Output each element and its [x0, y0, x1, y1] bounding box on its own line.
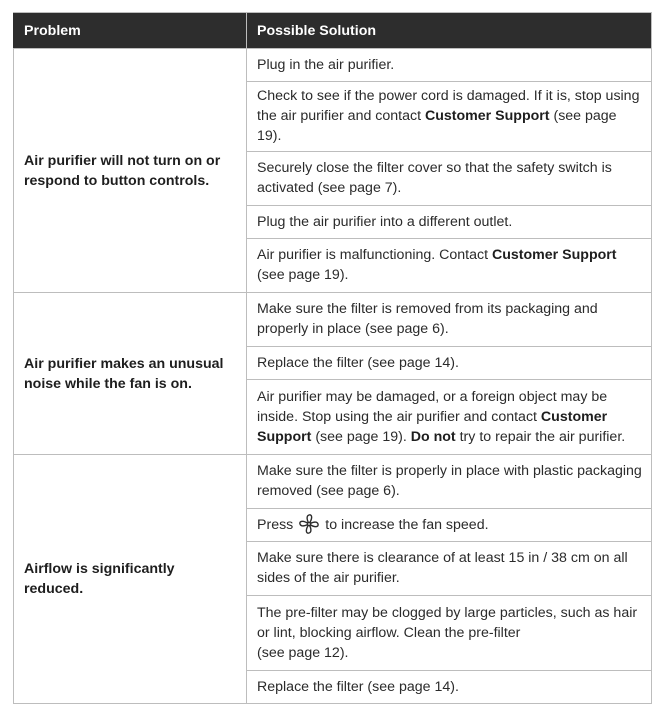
solution-text: try to repair the air purifier.	[455, 428, 626, 445]
solution-cell	[247, 293, 652, 347]
solution-text: Air purifier may be damaged, or a foreign object may be inside. Stop using the air purifier and contact	[257, 388, 608, 425]
solution-text: (see page 12).	[257, 644, 349, 661]
solution-cell	[247, 347, 652, 380]
table-row	[14, 49, 652, 82]
solution-text: Plug the air purifier into a different outlet.	[257, 213, 513, 230]
emphasis-text: Do not	[410, 428, 456, 445]
solution-text: Make sure there is clearance of at least 15 in / 38 cm on all sides of the air purifier.	[257, 550, 628, 586]
solution-text: Plug in the air purifier.	[257, 56, 395, 73]
problem-cell: Air purifier makes an unusual noise while the fan is on.	[14, 293, 247, 455]
solution-text: Replace the filter (see page 14).	[257, 678, 459, 695]
solution-cell	[247, 509, 652, 542]
solution-cell	[247, 542, 652, 596]
table-row	[14, 455, 652, 509]
solution-text: (see page 19).	[257, 267, 349, 283]
solution-text: Make sure the filter is properly in place with plastic packaging removed (see page 6).	[257, 463, 642, 499]
solution-text: The pre-filter may be clogged by large particles, such as hair or lint, blocking airflow. Clean the pre-filter	[257, 604, 638, 641]
solution-cell	[247, 671, 652, 704]
table-header-row	[14, 13, 652, 49]
troubleshooting-table	[13, 12, 652, 704]
emphasis-text: Customer Support	[491, 247, 617, 263]
solution-cell	[247, 455, 652, 509]
solution-text: Securely close the filter cover so that the safety switch is activated (see page 7).	[257, 160, 612, 196]
table-body	[14, 49, 652, 704]
solution-text: Air purifier is malfunctioning. Contact	[257, 247, 492, 263]
troubleshooting-table-container	[13, 12, 651, 704]
emphasis-text: Customer Support	[424, 108, 550, 124]
solution-cell	[247, 82, 652, 152]
header-possible-solution: Possible Solution	[247, 13, 652, 49]
solution-text: Check to see if the power cord is damaged. If it is, stop using the air purifier and contact	[257, 88, 640, 124]
solution-cell	[247, 49, 652, 82]
solution-text: Replace the filter (see page 14).	[257, 354, 459, 371]
problem-cell: Airflow is significantly reduced.	[14, 455, 247, 704]
solution-text: (see page 19).	[257, 108, 617, 144]
solution-cell	[247, 239, 652, 293]
solution-cell	[247, 152, 652, 206]
emphasis-text: Customer Support	[257, 408, 608, 445]
solution-cell	[247, 206, 652, 239]
solution-cell	[247, 380, 652, 455]
solution-text: Press	[257, 517, 294, 533]
table-row	[14, 293, 652, 347]
header-problem: Problem	[14, 13, 247, 49]
problem-cell: Air purifier will not turn on or respond to button controls.	[14, 49, 247, 293]
fan-icon	[297, 514, 321, 534]
solution-cell	[247, 596, 652, 671]
solution-text: to increase the fan speed.	[325, 517, 489, 533]
solution-text: (see page 19).	[311, 428, 411, 445]
solution-text: Make sure the filter is removed from its packaging and properly in place (see page 6).	[257, 301, 598, 337]
